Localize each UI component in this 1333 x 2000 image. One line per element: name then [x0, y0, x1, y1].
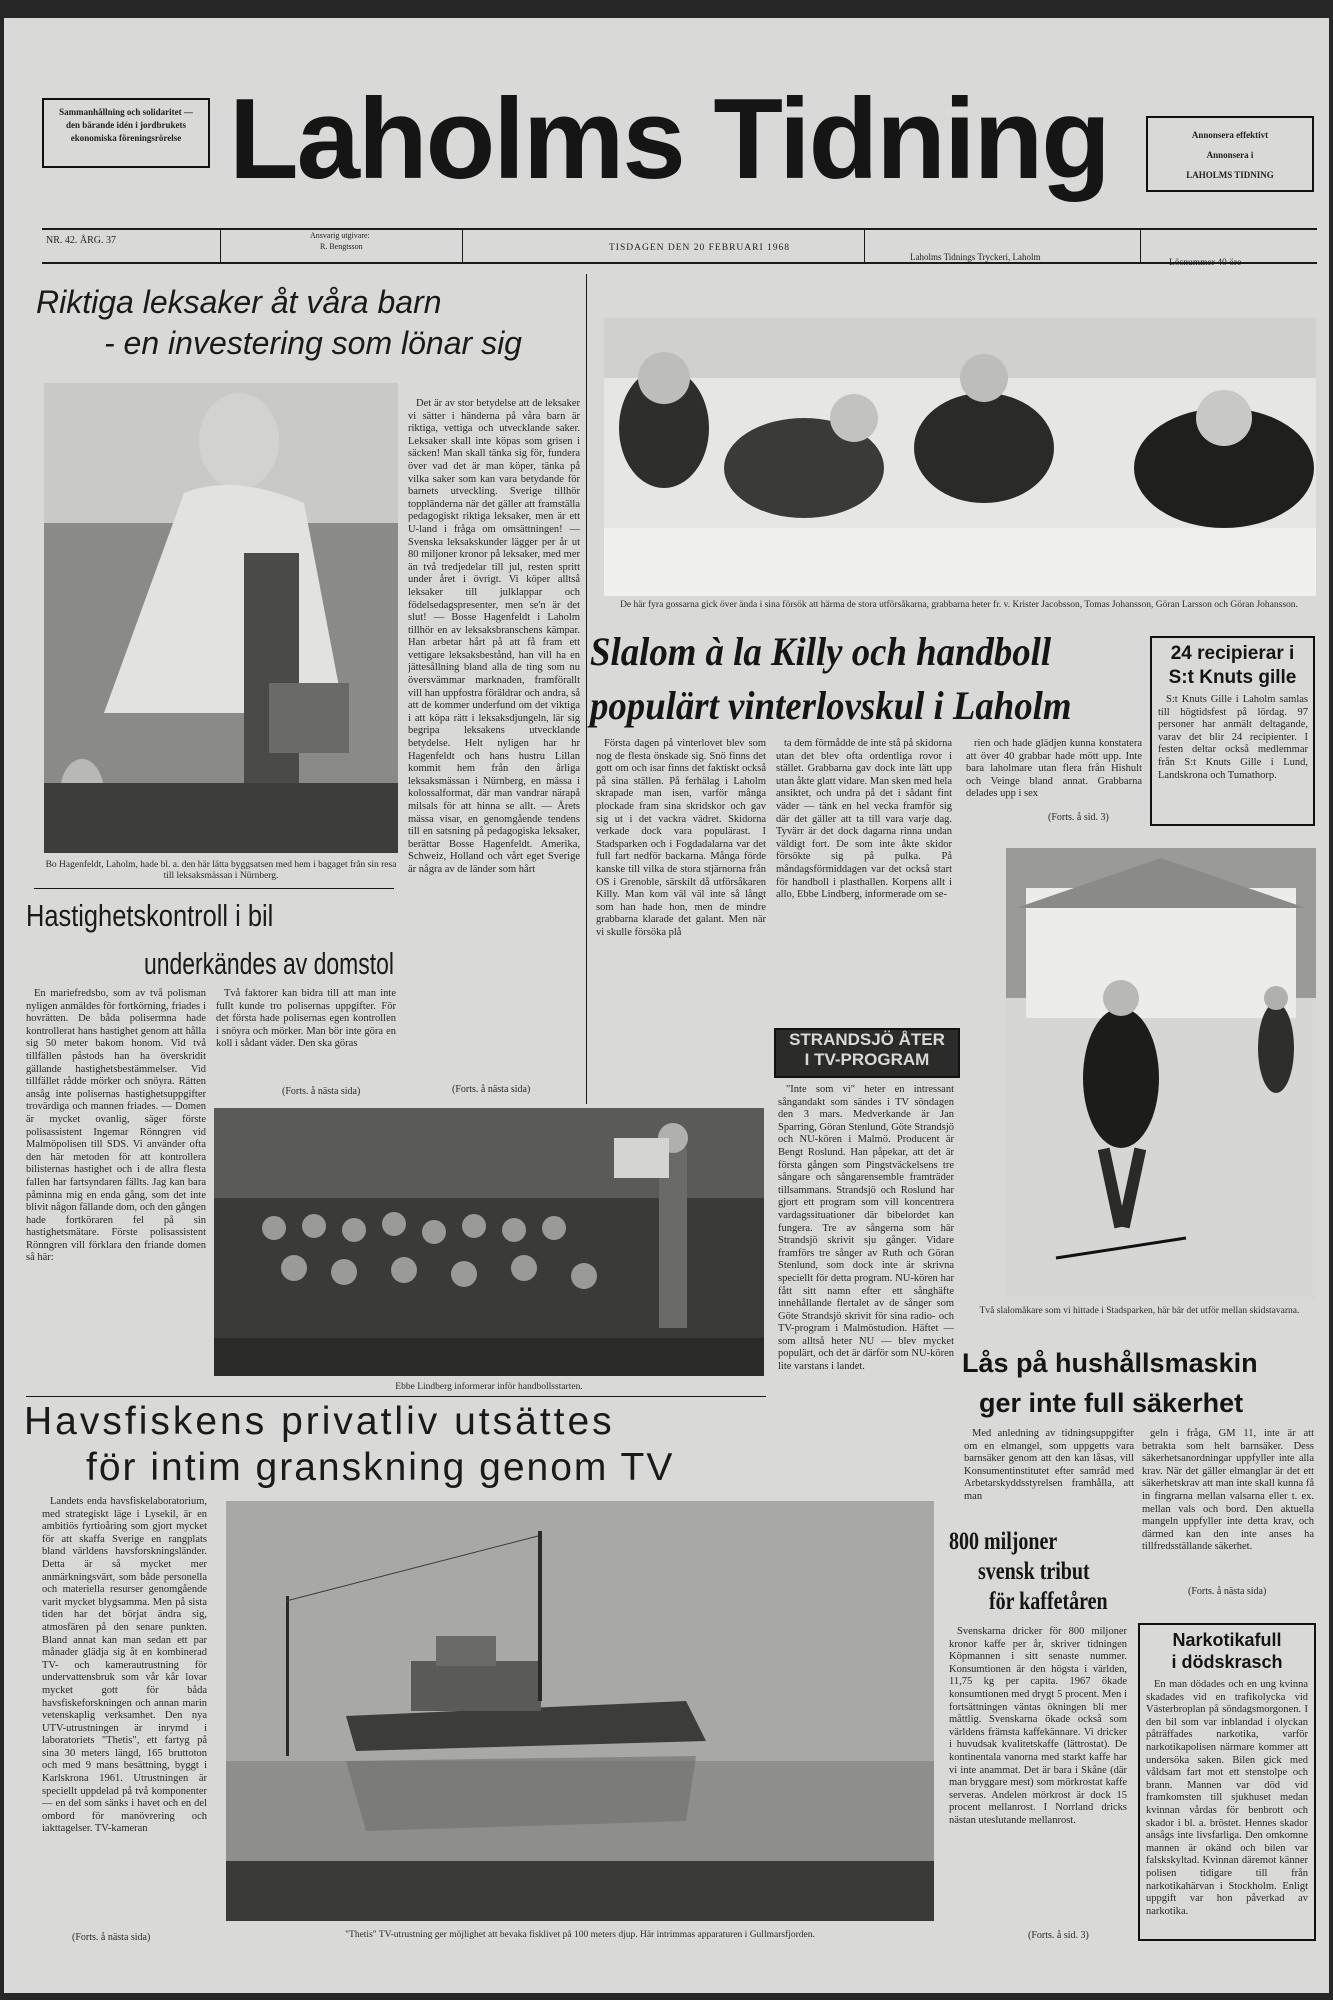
ski-photo-image — [1006, 848, 1316, 1300]
slalom-headline-2: populärt vinterlovskul i Laholm — [590, 683, 1072, 728]
speed-continued: (Forts. å nästa sida) — [282, 1086, 361, 1097]
strandsjo-body-text: "Inte som vi" heter en intressant sångandakt som sändes i TV söndagen den 3 mars. Medverkande är Jan Sparring, Göran Stenlund, Göte Strandsjö och NU-kören i Malmö. Producent är Bengt Roslund. Han påpekar, att det är första gången som Pingstväckelsens tre sångare och sångarensemble framträder tillsammans. Strandsjö och Roslund har gjort ett program som vill koncentrera vardagssituationer där bibelordet kan fungera. Tre av sångerna som här Strandsjö skrivit sju gånger. Vidare framförs tre sånger av Ruth och Göran Stenlund, som dock inte är skrivna speciellt för detta program. NU-kören har fått sitt namn efter ett sånghäfte innehållande flertalet av de sånger som Göte Strandsjö skrivit för sina radio- och TV-program i Malmöstudion. Häftet — som alltså heter NU — blev mycket populärt, och det är därför som NU-kören lite varstans i landet. — [778, 1084, 954, 1373]
coffee-body-text: Svenskarna dricker för 800 miljoner kronor kaffe per år, skriver tidningen Köpmannen i sitt senaste nummer. Konsumtionen är den högsta i världen, 11,75 kg per capita. 1967 ökade konsumtionen med drygt 5 procent. Men i fortsättningen väntas ökningen bli mer måttlig. Svenskarna ökade också som världens främsta kaffekännare. Vi dricker i huvudsak kvalitetskaffe (lättrostat). De kontinentala vanorna med starkt kaffe har vi inte anammat. Det är bara i Skåne (där man bryggare mest) som mörkrostat kaffe serveras. Andelen mörkrost är dock 15 procent mellanrost. I Norrland dricks nästan uteslutande mellanrost. — [949, 1626, 1127, 1826]
speed-headline-1: Hastighetskontroll i bil — [26, 898, 274, 933]
toys-continued: (Forts. å nästa sida) — [452, 1084, 531, 1095]
issue-date: TISDAGEN DEN 20 FEBRUARI 1968 — [609, 243, 790, 253]
fish-headline-2: för intim granskning genom TV — [86, 1446, 675, 1489]
ship-photo-caption: "Thetis" TV-utrustning ger möjlighet att bevaka fisklivet på 100 meters djup. Här intrimmas apparaturen i Gullmarsfjorden. — [345, 1930, 815, 1940]
toys-body — [408, 398, 580, 1078]
handball-photo — [214, 1108, 764, 1376]
dateline-divider — [220, 230, 221, 262]
household-body-1-text: Med anledning av tidningsuppgifter om en elmangel, som uppgetts vara barnsäker genom att den kan låsas, vill Konsumentinstitutet efter samråd med Arbetarskyddsstyrelsen framhålla, att man — [964, 1428, 1134, 1502]
handball-photo-image — [214, 1108, 764, 1376]
slalom-body-3 — [966, 738, 1142, 818]
boys-photo-image — [604, 318, 1316, 596]
slalom-body-1 — [596, 738, 766, 1108]
coffee-headline-2: svensk tribut — [978, 1558, 1090, 1585]
section-rule — [34, 888, 394, 889]
knut-headline-1: 24 recipierar i — [1170, 643, 1295, 664]
coffee-continued: (Forts. å sid. 3) — [1028, 1930, 1089, 1941]
editor-name: R. Bengtsson — [320, 242, 363, 251]
dateline-divider — [462, 230, 463, 262]
toys-photo — [44, 383, 398, 853]
toys-headline-1: Riktiga leksaker åt våra barn — [36, 284, 442, 320]
slalom-continued: (Forts. å sid. 3) — [1048, 812, 1109, 823]
narco-headline-1: Narkotikafull — [1172, 1630, 1282, 1650]
narco-box — [1138, 1623, 1316, 1941]
speed-body-1 — [26, 988, 206, 1388]
household-headline-1: Lås på hushållsmaskin — [962, 1348, 1258, 1378]
slalom-headline-1: Slalom à la Killy och handboll — [590, 629, 1052, 674]
left-box-text: Sammanhållning och solidaritet — den bärande idén i jordbrukets ekonomiska föreningsrörelse — [59, 107, 193, 143]
ski-photo-caption: Två slalomåkare som vi hittade i Stadsparken, här bär det utför mellan skidstavarna. — [979, 1306, 1300, 1316]
fish-headline-1: Havsfiskens privatliv utsättes — [24, 1400, 615, 1443]
coffee-headline-1: 800 miljoner — [949, 1528, 1058, 1555]
ship-photo-image — [226, 1501, 934, 1921]
thetis-ship-photo — [226, 1501, 934, 1921]
slalom-body-2 — [776, 738, 952, 1018]
editor-label: Ansvarig utgivare: — [310, 231, 370, 240]
speed-body-2-text: Två faktorer kan bidra till att man inte fullt kunde tro polisernas uppgifter. För det första hade polisernas egen kontrollen i snöyra och mörker. Man bör inte göra en koll i sådant väder. Den ska göras — [216, 988, 396, 1050]
handball-photo-caption: Ebbe Lindberg informerar inför handbollsstarten. — [395, 1382, 583, 1392]
toys-photo-image — [44, 383, 398, 853]
fish-continued: (Forts. å nästa sida) — [72, 1932, 151, 1943]
narco-body — [1146, 1679, 1308, 1935]
right-box-line-2: Annonsera i — [1206, 150, 1254, 160]
masthead-left-box — [42, 98, 210, 168]
printer: Laholms Tidnings Tryckeri, Laholm — [910, 252, 1041, 262]
speed-body-2 — [216, 988, 396, 1088]
household-continued: (Forts. å nästa sida) — [1188, 1586, 1267, 1597]
knut-box — [1150, 636, 1315, 826]
dateline-bottom-rule — [42, 262, 1317, 264]
column-divider — [586, 274, 587, 1104]
household-body-2-text: geln i fråga, GM 11, inte är att betrakta som helt barnsäker. Dess säkerhetsanordningar uppfyller inte alla krav. När det gäller elmanglar är det ett säkerhetskrav att man inte skall kunna få in fingrarna mellan valsarna eller t. ex. mellan vals och bord. Den aktuella mangeln uppfyller inte detta krav, och därmed kan den inte anses ha tillfredsställande säkerhet. — [1142, 1428, 1314, 1553]
boys-photo-caption: De här fyra gossarna gick över ända i sina försök att härma de stora utförsåkarna, grabbarna heter fr. v. Krister Jacobsson, Tomas Johansson, Göran Larsson och Göran Johansson. — [620, 600, 1298, 610]
fish-body — [42, 1496, 207, 1928]
narco-body-text: En man dödades och en ung kvinna skadades vid en trafikolycka vid Västerbroplan på söndagsmorgonen. I den bil som var inblandad i olyckan påträffades narkotika, varför narkotikapolisen närmare kommer att undersöka saken. Bilen gick med våldsam fart mot ett stenstolpe och brann. Mannen var död vid framkomsten till sjukhuset medan kvinnan vårdas för benbrott och skador i bl. a. bröstet. Hennes skador ansågs inte livsfarliga. Den omkomne mannen är okänd och bilen var falskskyltad. Kvinnan däremot känner polisen tidigare till från narkotikahärvan i Stockholm. Enligt uppgift var hon påverkad av narkotika. — [1146, 1679, 1308, 1917]
knut-headline-2: S:t Knuts gille — [1168, 667, 1297, 688]
coffee-body — [949, 1626, 1127, 1926]
dateline-divider — [864, 230, 865, 262]
masthead-title: Laholms Tidning — [229, 76, 1109, 203]
slalom-body-2-text: ta dem förmådde de inte stå på skidorna utan det blev ofta ordentliga rovor i stället. Grabbarna gav dock inte lätt upp utan åkte glatt vidare. Man sken med hela ansiktet, och undra på det i sådant fint väder — tänk en hel vecka framför sig där det gäller att ta till vara varje dag. Tyvärr är det dock dagarna rinna undan väldigt fort. De som inte åkte skidor försökte sig på pulka. På måndagsförmiddagen var det också start för handboll i plasthallen. Korpens allt i allo, Ebbe Lindberg, informerade om se- — [776, 738, 952, 901]
toys-body-text: Det är av stor betydelse att de leksaker vi sätter i händerna på våra barn är riktiga, vettiga och utvecklande saker. Leksaker skall inte köpas som grisen i säcken! Man skall tänka sig för, fundera över vad det är man köper, tänka på vilka saker som kan vara betydande för barnets utveckling. Sverige tillhör toppländerna när det gäller att framställa pedagogiskt riktiga leksaker, men är ett U-land i fråga om omsättningen! — Svenska leksakskunder lägger per år ut 80 miljoner kronor på leksaker, med mer än två tredjedelar till jul, resten spritt under året i övrigt. Vi köper alltså leksaker till julklappar och födelsedagspresenter, men se'n är det slut! — Bosse Hagenfeldt i Laholm tillhör en av leksaksbranschens kämpar. Han arbetar hårt på att få fram ett vettigare leksaksbestånd, han vill ha en jättesållning bland alla de ting som nu översvämmar marknaden, framförallt vill han uppfostra föräldrar och andra, så att de kommer underfund om det viktiga i att köpa rätt i leksaksdjungeln, lär sig begripa leksakens utvecklande betydelse. Helt nyligen har hr Hagenfeldt och hans hustru Lillan kommit hem från den årliga leksaksmässan i Nürnberg, en mässa i kolossalformat, där man vandrar närapå milsals för att hinna se allt. — Årets mässa visar, en genomgående tendens till en satsning på pedagogiska leksaker, berättar Bosse Hagenfeldt. Amerika, Schweiz, Holland och vårt eget Sverige är några av de länder som hårt — [408, 398, 580, 875]
slalom-body-1-text: Första dagen på vinterlovet blev som nog de flesta önskade sig. Snö finns det gott om och isar finns det faktiskt också på sina ställen. På ferhälag i Laholm skrapade man isen, varför många plockade fram sina skridskor och gav sig ut i det vackra vädret. Skidorna verkade dock vara populärast. I Stadsparken och i Fogdadalarna var det full fart nedför backarna. Många förde kanske till vilka de stora stjärnorna från OS i Grenoble, särskilt då utförsåkaren Killy. Man kom väl väl inte så långt som han hade hon, men de mindre grabbarna klarade det galant. Men när vi skulle försöka plå — [596, 738, 766, 938]
price: Lösnummer 40 öre — [1169, 258, 1242, 268]
ski-photo — [1006, 848, 1316, 1300]
narco-headline-2: i dödskrasch — [1171, 1652, 1283, 1672]
toys-photo-caption: Bo Hagenfeldt, Laholm, hade bl. a. den här lätta byggsatsen med hem i bagaget från sin resa till leksaksmässan i Nürnberg. — [45, 860, 397, 881]
dateline-top-rule — [42, 228, 1317, 230]
strandsjo-header — [774, 1028, 960, 1078]
dateline-divider — [1140, 230, 1141, 262]
knut-body-text: S:t Knuts Gille i Laholm samlas till högtidsfest på lördag. 97 personer har anmält deltagande, varav det blir 24 recipienter. I festen deltar också medlemmar från S:t Knuts Gille i Lund, Landskrona och Tumathorp. — [1158, 694, 1308, 781]
right-box-line-1: Annonsera effektivt — [1191, 130, 1269, 140]
section-rule — [26, 1396, 766, 1397]
household-body-1 — [964, 1428, 1134, 1528]
boys-in-snow-photo — [604, 318, 1316, 596]
household-headline-2: ger inte full säkerhet — [979, 1388, 1244, 1418]
fish-body-text: Landets enda havsfiskelaboratorium, med strategiskt läge i Lysekil, är en ambitiös fyrtioåring som gjort mycket för att skaffa Sverige en rangplats bland världens havsforskningsländer. Detta är så mycket mer anmärkningsvärt, som både personella och materiella resurser genomgående varit mycket blygsamma. Men på sista tiden har det börjat ändra sig, atmosfären på den senare punkten. Bland annat kan man sedan ett par månader glädja sig åt en kombinerad TV- och kamerautrustning för undervattensbruk som vår kår lovar mycket gott för båda havsfiskeforskningen och annan marin vetenskaplig verksamhet. Den nya UTV-utrustningen är inrymd i laboratoriets "Thetis", ett fartyg på sina 30 meters längd, 165 bruttoton och med 9 mans besättning, byggt i Karlskrona 1961. Utrustningen är speciellt uppdelad på två komponenter — en del som sänks i havet och en del ombord för manövrering och iakttagelser. TV-kameran — [42, 1496, 207, 1835]
toys-headline-2: - en investering som lönar sig — [104, 325, 522, 361]
speed-body-1-text: En mariefredsbo, som av två polisman nyligen anmäldes för fortkörning, friades i hovrätten. De båda polisermna hade kontrollerat hans hastighet genom att hålla sig 50 meter bakom honom. Vid två tillfällen påstods han ha överskridit gällande hastighetsbestämmelser. Vid tillfället rådde mörker och snöyra. Rätten ansåg inte polisernas hastighetsuppgifter trovärdiga och mannen friades. — Domen är mycket ovanlig, säger förste polisassistent Ingemar Rönngren vid Malmöpolisen till SDS. Vi använder ofta den här metoden för att kontrollera bilisternas hastighet och i de allra flesta fallen har fartsyndaren fällts. Jag kan bara påminna mig en enda gång, som det inte blivit någon fällande dom, och den gången hade fortköraren fel på sin hastighetsmätare. Förste polisassistent Rönngren vill förklara den friande domen så här: — [26, 988, 206, 1264]
coffee-headline-3: för kaffetåren — [989, 1588, 1108, 1615]
masthead-right-box — [1146, 116, 1314, 192]
strandsjo-headline-2: I TV-PROGRAM — [804, 1050, 930, 1069]
household-body-2 — [1142, 1428, 1314, 1598]
issue-number: NR. 42. ÅRG. 37 — [46, 235, 117, 246]
right-box-line-3: LAHOLMS TIDNING — [1186, 170, 1274, 180]
strandsjo-headline-1: STRANDSJÖ ÅTER — [789, 1030, 945, 1049]
slalom-body-3-text: rien och hade glädjen kunna konstatera att över 40 grabbar hade mött upp. Inte bara laholmare utan flera från Hishult och Veinge bland annat. Grabbarna delades upp i sex — [966, 738, 1142, 800]
knut-body — [1158, 694, 1308, 814]
newspaper-page — [4, 18, 1329, 1993]
speed-headline-2: underkändes av domstol — [144, 946, 394, 981]
